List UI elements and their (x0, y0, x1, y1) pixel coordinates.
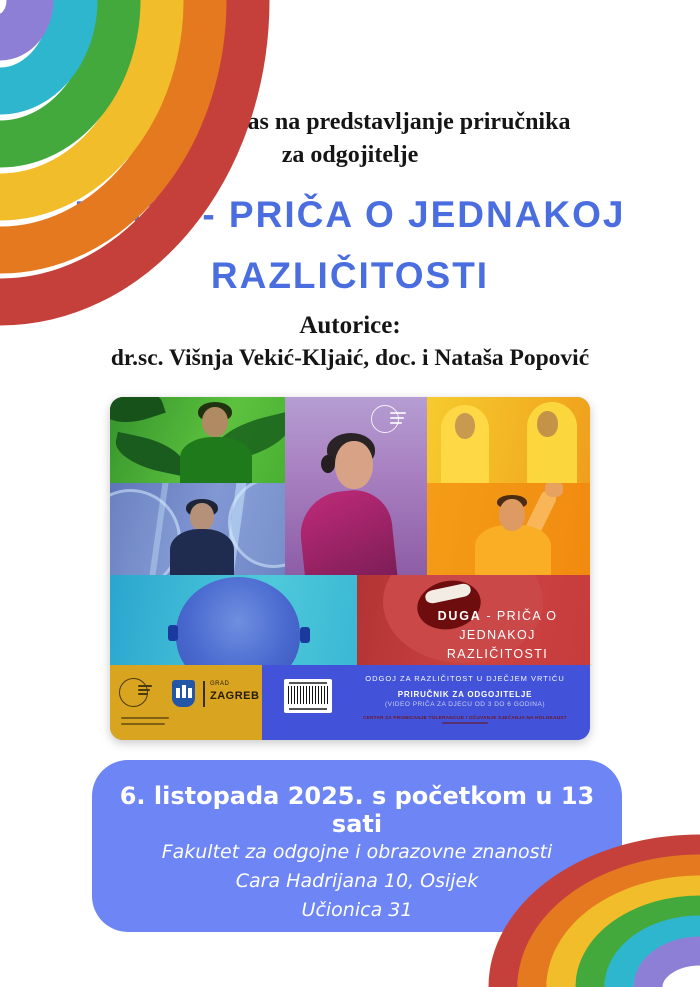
cover-photo-green (110, 397, 285, 483)
figure-silhouette (190, 503, 214, 531)
authors-names: dr.sc. Višnja Vekić-Kljaić, doc. i Nataša Popović (110, 345, 590, 371)
figure-silhouette (180, 437, 252, 483)
figure-silhouette (297, 486, 398, 575)
rainbow-brush-top-left (0, 0, 272, 330)
barcode-number-line (289, 708, 327, 710)
cover-photo-orange (427, 483, 590, 575)
cover-photo-red (357, 575, 590, 665)
cover-subtitle-note: (VIDEO PRIČA ZA DJECU OD 3 DO 6 GODINA) (385, 701, 545, 708)
figure-silhouette (321, 455, 335, 473)
cover-photo-purple (285, 397, 427, 575)
face-closeup (176, 577, 300, 665)
figure-silhouette (202, 407, 228, 437)
cover-photo-cyan (110, 575, 357, 665)
title-line-2: RAZLIČITOSTI (210, 255, 490, 296)
cover-gold-band (110, 665, 262, 740)
figure-silhouette (499, 499, 525, 531)
figure-silhouette (170, 529, 234, 575)
barcode-number-line (289, 682, 327, 684)
logo-text-line (390, 422, 402, 424)
event-room: Učionica 31 (301, 899, 413, 921)
rainbow-band-purple (648, 951, 700, 987)
grad-label: GRAD (210, 681, 230, 687)
cover-title-line2: JEDNAKOJ RAZLIČITOSTI (446, 628, 549, 661)
fist (545, 483, 563, 497)
publisher-url-line (442, 722, 488, 724)
leaf-icon (110, 397, 166, 432)
event-datetime: 6. listopada 2025. s početkom u 13 sati (119, 782, 595, 838)
logo-text-line (138, 693, 148, 695)
figure-silhouette (455, 413, 475, 439)
rainbow-band-purple (0, 0, 30, 37)
intro-line-2: za odgojitelje (281, 142, 419, 168)
cover-tagline: ODGOJ ZA RAZLIČITOST U DJEČJEM VRTIĆU (365, 674, 565, 683)
figure-silhouette (475, 525, 551, 575)
zagreb-label: ZAGREB (210, 690, 260, 702)
earring (300, 627, 310, 643)
earring (168, 625, 178, 641)
zagreb-coat-of-arms-icon (172, 680, 195, 707)
book-cover-image (110, 397, 590, 740)
figure-silhouette (335, 441, 373, 489)
cover-title-rest: - PRIČA O (486, 609, 558, 623)
glass-jar (228, 483, 285, 568)
website-text-line (121, 717, 169, 719)
cover-subtitle: PRIRUČNIK ZA ODGOJITELJE (397, 690, 533, 699)
logo-divider (203, 681, 205, 707)
figure-silhouette (537, 411, 558, 437)
rainbow-brush-bottom-right (475, 827, 700, 987)
barcode-bars (288, 686, 328, 704)
event-venue: Fakultet za odgojne i obrazovne znanosti (161, 841, 553, 863)
intro-line-1: Pozivamo vas na predstavljanje priručnika (129, 109, 571, 135)
cover-publisher: CENTAR ZA PROMICANJE TOLERANCIJE I OČUVANJE SJEĆANJA NA HOLOKAUST (363, 715, 567, 720)
title-line-1: DUGA - PRIČA O JEDNAKOJ (74, 194, 626, 235)
authors-label: Autorice: (299, 312, 401, 339)
event-address: Cara Hadrijana 10, Osijek (235, 870, 479, 892)
cover-photo-blue (110, 483, 285, 575)
logo-text-line (390, 417, 404, 419)
centar-tolerancije-logo-icon (371, 405, 399, 433)
cover-photo-yellow (427, 397, 590, 483)
cover-band-text (348, 674, 582, 724)
cover-blue-band (262, 665, 590, 740)
cover-title-bold: DUGA (437, 609, 482, 623)
logo-text-line (138, 685, 152, 687)
website-text-line (121, 723, 165, 725)
barcode (284, 679, 332, 713)
logo-text-line (390, 412, 406, 414)
cover-title-text (409, 607, 586, 664)
leaf-icon (112, 432, 189, 476)
logo-text-line (138, 689, 150, 691)
